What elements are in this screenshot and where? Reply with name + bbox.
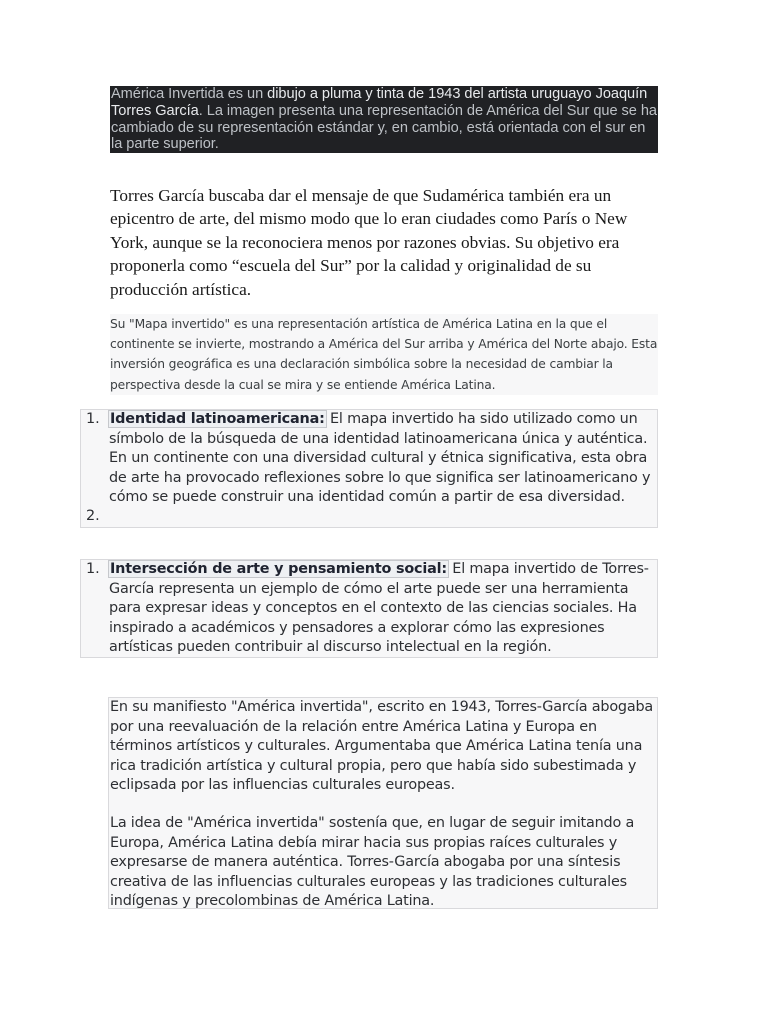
list-item-title: Intersección de arte y pensamiento social: (110, 561, 447, 577)
list-box-identidad (80, 409, 658, 528)
snippet-highlight: dibujo a pluma y tinta de 1943 del artista uruguayo Joaquín Torres García (111, 86, 648, 119)
list-item-text (109, 560, 659, 658)
list-item-body: El mapa invertido ha sido utilizado como un símbolo de la búsqueda de una identidad latinoamericana única y auténtica. En un continente con una diversidad cultural y étnica significativa, esta obra de arte ha provocado reflexiones sobre lo que significa ser latinoamericano y cómo se puede construir una identidad común a partir de esa diversidad. (109, 411, 651, 505)
intro-paragraph: Su "Mapa invertido" es una representación artística de América Latina en la que el continente se invierte, mostrando a América del Sur arriba y América del Norte abajo. Esta inversión geográfica es una declaración simbólica sobre la necesidad de cambiar la perspectiva desde la cual se mira y se entiende América Latina. (110, 314, 658, 395)
list-number: 1. (86, 411, 100, 427)
list-box-interseccion (80, 559, 658, 658)
manifesto-paragraph-1: En su manifiesto "América invertida", escrito en 1943, Torres-García abogaba por una reevaluación de la relación entre América Latina y Europa en términos artísticos y culturales. Argumentaba que América Latina tenía una rica tradición artística y cultural propia, pero que había sido subestimada y eclipsada por las influencias culturales europeas. (110, 699, 654, 793)
manifesto-paragraph-2: La idea de "América invertida" sostenía que, en lugar de seguir imitando a Europa, América Latina debía mirar hacia sus propias raíces culturales y expresarse de manera auténtica. Torres-García abogaba por una síntesis creativa de las influencias culturales europeas y las tradiciones culturales indígenas y precolombinas de América Latina. (110, 815, 635, 909)
list-number: 2. (86, 508, 100, 524)
list-item-body: El mapa invertido de Torres-García representa un ejemplo de cómo el arte puede ser una herramienta para expresar ideas y conceptos en el contexto de las ciencias sociales. Ha inspirado a académicos y pensadores a explorar cómo las expresiones artísticas pueden contribuir al discurso intelectual en la región. (109, 561, 649, 655)
snippet-tail: . La imagen presenta una representación de América del Sur que se ha cambiado de su representación estándar y, en cambio, está orientada con el sur en la parte superior. (111, 102, 657, 153)
snippet-text (110, 86, 658, 153)
search-snippet (110, 86, 658, 153)
serif-paragraph: Torres García buscaba dar el mensaje de que Sudamérica también era un epicentro de arte, del mismo modo que lo eran ciudades como París o New York, aunque se la reconociera menos por razones obvias. Su objetivo era proponerla como “escuela del Sur” por la calidad y originalidad de su producción artística. (110, 186, 628, 299)
list-number: 1. (86, 561, 100, 577)
list-item-title: Identidad latinoamericana: (110, 411, 325, 427)
list-item-text (109, 410, 659, 508)
snippet-lead: América Invertida es un (111, 86, 268, 102)
manifesto-box (108, 697, 658, 909)
